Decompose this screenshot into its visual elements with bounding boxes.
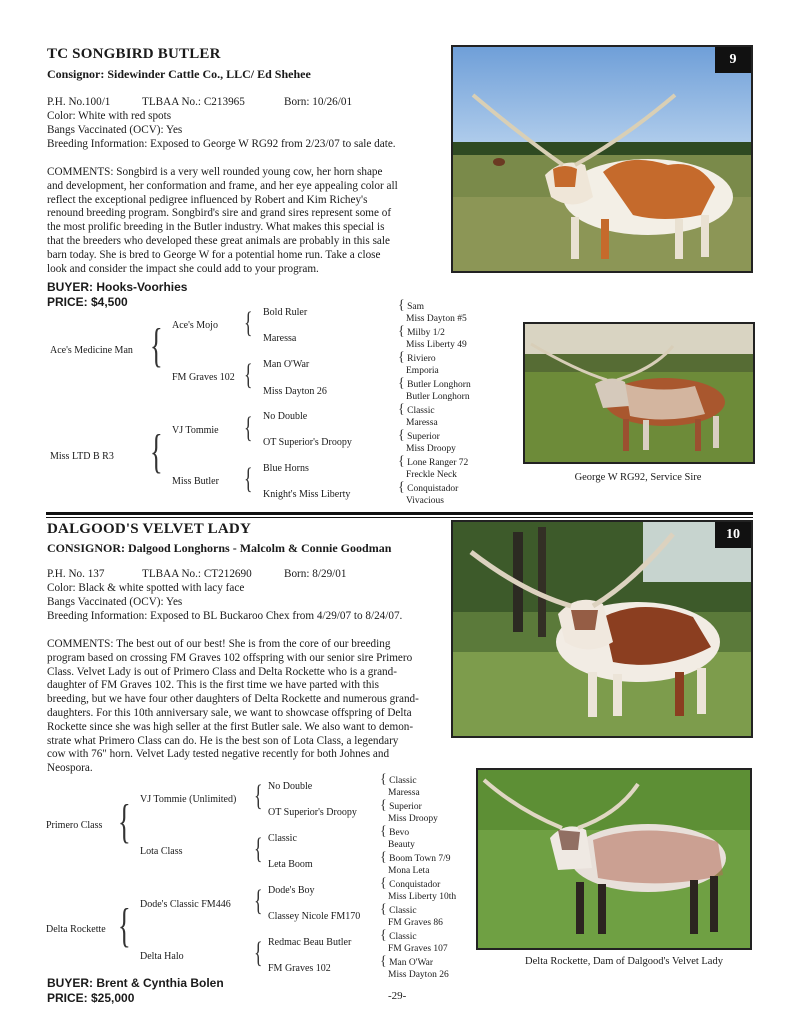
pedigree-gen3: Dode's Boy [268,885,315,896]
lot9-ph-no: P.H. No.100/1 [47,96,111,108]
comment-line: daughters. For this 10th anniversary sale, we want to showcase offspring of Delta [47,706,412,719]
lot9-title: TC SONGBIRD BUTLER [47,46,221,62]
lot9-color: Color: White with red spots [47,110,172,122]
pedigree-gen3: Redmac Beau Butler [268,937,352,948]
pedigree-gen4: Butler Longhorn [406,392,470,402]
brace: { [244,306,253,339]
pedigree-sire: Primero Class [46,820,103,831]
pedigree-gen3: FM Graves 102 [268,963,331,974]
comment-line: that the breeders who developed these great animals are probably in this sale [47,234,390,247]
lot9-breeding: Breeding Information: Exposed to George W RG92 from 2/23/07 to sale date. [47,138,396,150]
comment-line: daughter of FM Graves 102. This is the first time we have parted with this [47,679,379,692]
dam-image [478,770,750,948]
pedigree-gen4: Miss Droopy [406,444,456,454]
pedigree-gen4: Emporia [406,366,439,376]
pedigree-gen2: Lota Class [140,846,183,857]
pedigree-gen3: Man O'War [263,359,310,370]
brace: { [244,462,253,495]
lot10-number-badge: 10 [715,522,751,548]
comment-line: COMMENTS: Songbird is a very well rounded young cow, her horn shape [47,166,383,178]
pedigree-gen2: Ace's Mojo [172,320,218,331]
pedigree-gen3: Leta Boom [268,859,313,870]
lot10-comments [47,638,447,776]
page-number: -29- [388,990,407,1002]
pedigree-gen3: OT Superior's Droopy [268,807,357,818]
dam-caption: Delta Rockette, Dam of Dalgood's Velvet Lady [525,956,723,967]
pedigree-gen4: Mona Leta [388,866,430,876]
sire-image [525,324,753,462]
pedigree-gen4: { Riviero [398,350,436,365]
pedigree-gen4: Freckle Neck [406,470,457,480]
lot10-color: Color: Black & white spotted with lacy face [47,582,245,594]
pedigree-gen4: { Conquistador [380,876,441,891]
comment-line: barn today. She is bred to George W for a potential home run. Take a close [47,248,381,261]
pedigree-gen3: Miss Dayton 26 [263,386,327,397]
lot9-bangs: Bangs Vaccinated (OCV): Yes [47,124,183,136]
lot10-consignor: CONSIGNOR: Dalgood Longhorns - Malcolm & Connie Goodman [47,541,392,555]
lot9-born: Born: 10/26/01 [284,96,353,108]
pedigree-gen4: { Lone Ranger 72 [398,454,469,469]
pedigree-gen3: No Double [263,411,308,422]
comment-line: and development, her conformation and frame, and her eye appealing color all [47,179,398,192]
comment-line: breeding, but we have four other daughters of Delta Rockette and numerous grand- [47,693,419,706]
pedigree-gen4: { Sam [398,298,424,313]
lot10-title: DALGOOD'S VELVET LADY [47,521,251,537]
brace: { [254,832,263,865]
comment-line: Neospora. [47,762,93,775]
pedigree-gen2: Miss Butler [172,476,219,487]
sire-photo [523,322,755,464]
pedigree-gen3: Blue Horns [263,463,309,474]
pedigree-gen2: Delta Halo [140,951,184,962]
pedigree-gen4: { Superior [398,428,440,443]
comment-line: the most prolific breeding in the Butler industry. What makes this special is [47,221,385,234]
pedigree-gen4: Beauty [388,840,415,850]
pedigree-gen4: Maressa [406,418,438,428]
pedigree-gen4: { Milby 1/2 [398,324,445,339]
pedigree-gen4: Miss Dayton 26 [388,970,449,980]
pedigree-gen4-column [398,299,471,507]
comment-line: reflect the exceptional pedigree influenced by Robert and Kim Richey's [47,193,368,206]
lot10-ph-no: P.H. No. 137 [47,568,105,580]
lot10-cow-photo [451,520,753,738]
comment-line: strate what Primero Class can do. He is the best son of Lota Class, a legendary [47,734,399,747]
pedigree-gen4: { Classic [398,402,435,417]
pedigree-gen2: Dode's Classic FM446 [140,899,231,910]
pedigree-gen4: FM Graves 107 [388,944,448,954]
lot9-buyer: BUYER: Hooks-Voorhies [47,280,188,294]
pedigree-gen4: { Superior [380,798,422,813]
brace: { [150,425,163,478]
pedigree-gen4: Miss Dayton #5 [406,314,467,324]
pedigree-gen4: Miss Liberty 10th [388,892,457,902]
pedigree-gen4: { Classic [380,902,417,917]
brace: { [254,779,263,812]
comment-line: cow with 76" horn. Velvet Lady tested negative recently for both Johnes and [47,748,390,761]
pedigree-gen4-column [380,773,456,981]
brace: { [118,899,131,952]
lot10-cow-image [453,522,751,736]
pedigree-gen3: Knight's Miss Liberty [263,489,351,500]
brace: { [254,884,263,917]
pedigree-gen2: VJ Tommie (Unlimited) [140,794,237,805]
pedigree-gen3: No Double [268,781,313,792]
lot9-number-badge: 9 [715,47,751,73]
lot10-tlbaa-no: TLBAA No.: CT212690 [142,568,252,580]
lot9-cow-image [453,47,751,271]
comment-line: COMMENTS: The best out of our best! She is from the core of our breeding [47,638,391,650]
pedigree-sire: Ace's Medicine Man [50,345,133,356]
lot9-consignor: Consignor: Sidewinder Cattle Co., LLC/ Ed Shehee [47,67,311,81]
pedigree-gen3: OT Superior's Droopy [263,437,352,448]
pedigree-gen4: FM Graves 86 [388,918,443,928]
lot9-price: PRICE: $4,500 [47,295,128,309]
lot10-breeding: Breeding Information: Exposed to BL Buckaroo Chex from 4/29/07 to 8/24/07. [47,610,403,622]
lot10-born: Born: 8/29/01 [284,568,347,580]
pedigree-gen2: FM Graves 102 [172,372,235,383]
pedigree-gen2: VJ Tommie [172,425,219,436]
lot10-buyer: BUYER: Brent & Cynthia Bolen [47,976,224,990]
sire-caption: George W RG92, Service Sire [574,472,702,483]
brace: { [254,936,263,969]
pedigree-gen4: { Bevo [380,824,410,839]
lot10-price: PRICE: $25,000 [47,991,135,1005]
pedigree-gen3: Classey Nicole FM170 [268,911,361,922]
lot9-tlbaa-no: TLBAA No.: C213965 [142,96,245,108]
section-divider-thin [46,517,753,518]
pedigree-gen4: { Butler Longhorn [398,376,471,391]
comment-line: program based on crossing FM Graves 102 offspring with our senior sire Primero [47,651,413,664]
pedigree-gen4: Maressa [388,788,420,798]
lot10-bangs: Bangs Vaccinated (OCV): Yes [47,596,183,608]
pedigree-gen4: Miss Droopy [388,814,438,824]
pedigree-gen3: Classic [268,833,297,844]
pedigree-gen4: { Man O'War [380,954,434,969]
comment-line: look and consider the impact she could add to your program. [47,262,319,275]
brace: { [244,411,253,444]
brace: { [244,358,253,391]
pedigree-dam: Miss LTD B R3 [50,451,114,462]
brace: { [118,795,131,848]
pedigree-gen3: Maressa [263,333,297,344]
pedigree-gen3: Bold Ruler [263,307,308,318]
pedigree-gen4: { Boom Town 7/9 [380,850,451,865]
comment-line: Rockette since she was high seller at the first Butler sale. We also want to demon- [47,720,414,733]
pedigree-gen4: { Classic [380,772,417,787]
lot9-comments [47,166,447,276]
brace: { [150,319,163,372]
comment-line: renound breeding program. Songbird's sire and grand sires represent some of [47,207,392,220]
lot9-cow-photo [451,45,753,273]
section-divider [46,512,753,515]
pedigree-gen4: Miss Liberty 49 [406,340,467,350]
pedigree-gen4: { Classic [380,928,417,943]
dam-photo [476,768,752,950]
pedigree-gen4: { Conquistador [398,480,459,495]
pedigree-gen4: Vivacious [406,496,444,506]
pedigree-dam: Delta Rockette [46,924,106,935]
comment-line: Class. Velvet Lady is out of Primero Class and Delta Rockette who is a grand- [47,665,397,678]
